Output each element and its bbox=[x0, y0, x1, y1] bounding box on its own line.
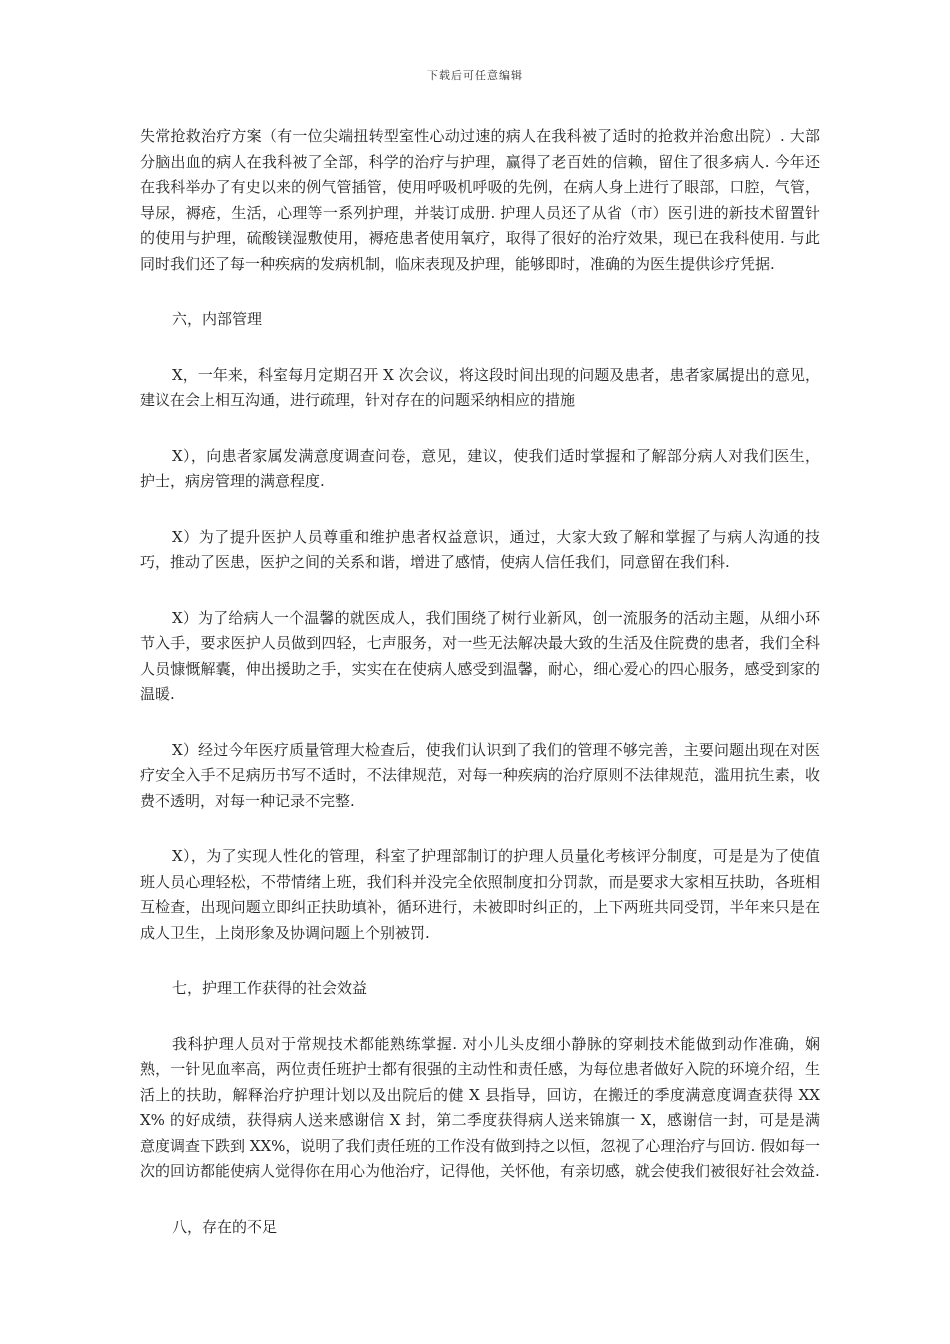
paragraph-satisfaction-survey: X），向患者家属发满意度调查问卷，意见，建议，使我们适时掌握和了解部分病人对我们医生，护士，病房管理的满意程度. bbox=[140, 446, 820, 490]
section-heading-internal-management: 六，内部管理 bbox=[172, 310, 263, 328]
paragraph-nursing-skills: 我科护理人员对于常规技术都能熟练掌握. 对小儿头皮细小静脉的穿刺技术能做到动作准确，娴熟，一针见血率高，两位责任班护士都有很强的主动性和责任感，为每位患者做好入院的环境介绍，生活上的扶助，解释治疗护理计划以及出院后的健 X 县指导，回访，在搬迁的季度满意度调查获得 XXX% 的好成绩，获得病人送来感谢信 X 封，第二季度获得病人送来锦旗一 X，感谢信一封，可是是满意度调查下跌到 XX%，说明了我们责任班的工作没有做到持之以恒，忽视了心理治疗与回访. 假如每一次的回访都能使病人觉得你在用心为他治疗，记得他，关怀他，有亲切感，就会使我们被很好社会效益. bbox=[140, 1034, 820, 1180]
paragraph-warm-service: X）为了给病人一个温馨的就医成人，我们围绕了树行业新风，创一流服务的活动主题，从细小环节入手，要求医护人员做到四轻，七声服务，对一些无法解决最大致的生活及住院费的患者，我们全科人员慷慨解囊，伸出援助之手，实实在在使病人感受到温馨，耐心，细心爱心的四心服务，感受到家的温暖. bbox=[140, 608, 820, 703]
paragraph-humanized-management: X），为了实现人性化的管理，科室了护理部制订的护理人员量化考核评分制度，可是是为了使值班人员心理轻松，不带情绪上班，我们科并没完全依照制度扣分罚款，而是要求大家相互扶助，各班相互检查，出现问题立即纠正扶助填补，循环进行，未被即时纠正的，上下两班共同受罚，半年来只是在成人卫生，上岗形象及协调问题上个别被罚. bbox=[140, 847, 820, 942]
paragraph-treatment-plan: 失常抢救治疗方案（有一位尖端扭转型室性心动过速的病人在我科被了适时的抢救并治愈出院）. 大部分脑出血的病人在我科被了全部，科学的治疗与护理，赢得了老百姓的信赖，留住了很多病人. 今年还在我科举办了有史以来的例气管插管，使用呼吸机呼吸的先例，在病人身上进行了眼部，口腔，气管，导尿，褥疮，生活，心理等一系列护理，并装订成册. 护理人员还了从省（市）医引进的新技术留置针的使用与护理，硫酸镁湿敷使用，褥疮患者使用氧疗，取得了很好的治疗效果，现已在我科使用. 与此同时我们还了每一种疾病的发病机制，临床表现及护理，能够即时，准确的为医生提供诊疗凭据. bbox=[140, 127, 820, 273]
page-header: 下载后可任意编辑 bbox=[427, 69, 523, 82]
paragraph-patient-rights: X）为了提升医护人员尊重和维护患者权益意识，通过，大家大致了解和掌握了与病人沟通的技巧，推动了医患，医护之间的关系和谐，增进了感情，使病人信任我们，同意留在我们科. bbox=[140, 527, 820, 571]
section-heading-shortcomings: 八，存在的不足 bbox=[172, 1217, 278, 1236]
paragraph-quality-inspection: X）经过今年医疗质量管理大检查后，使我们认识到了我们的管理不够完善，主要问题出现在对医疗安全入手不足病历书写不适时，不法律规范，对每一种疾病的治疗原则不法律规范，滥用抗生素，收费不透明，对每一种记录不完整. bbox=[140, 740, 820, 810]
document-body bbox=[140, 124, 820, 1270]
paragraph-monthly-meetings: X，一年来，科室每月定期召开 X 次会议，将这段时间出现的问题及患者，患者家属提出的意见，建议在会上相互沟通，进行疏理，针对存在的问题采纳相应的措施 bbox=[140, 365, 820, 409]
section-heading-social-benefits: 七，护理工作获得的社会效益 bbox=[172, 979, 368, 997]
